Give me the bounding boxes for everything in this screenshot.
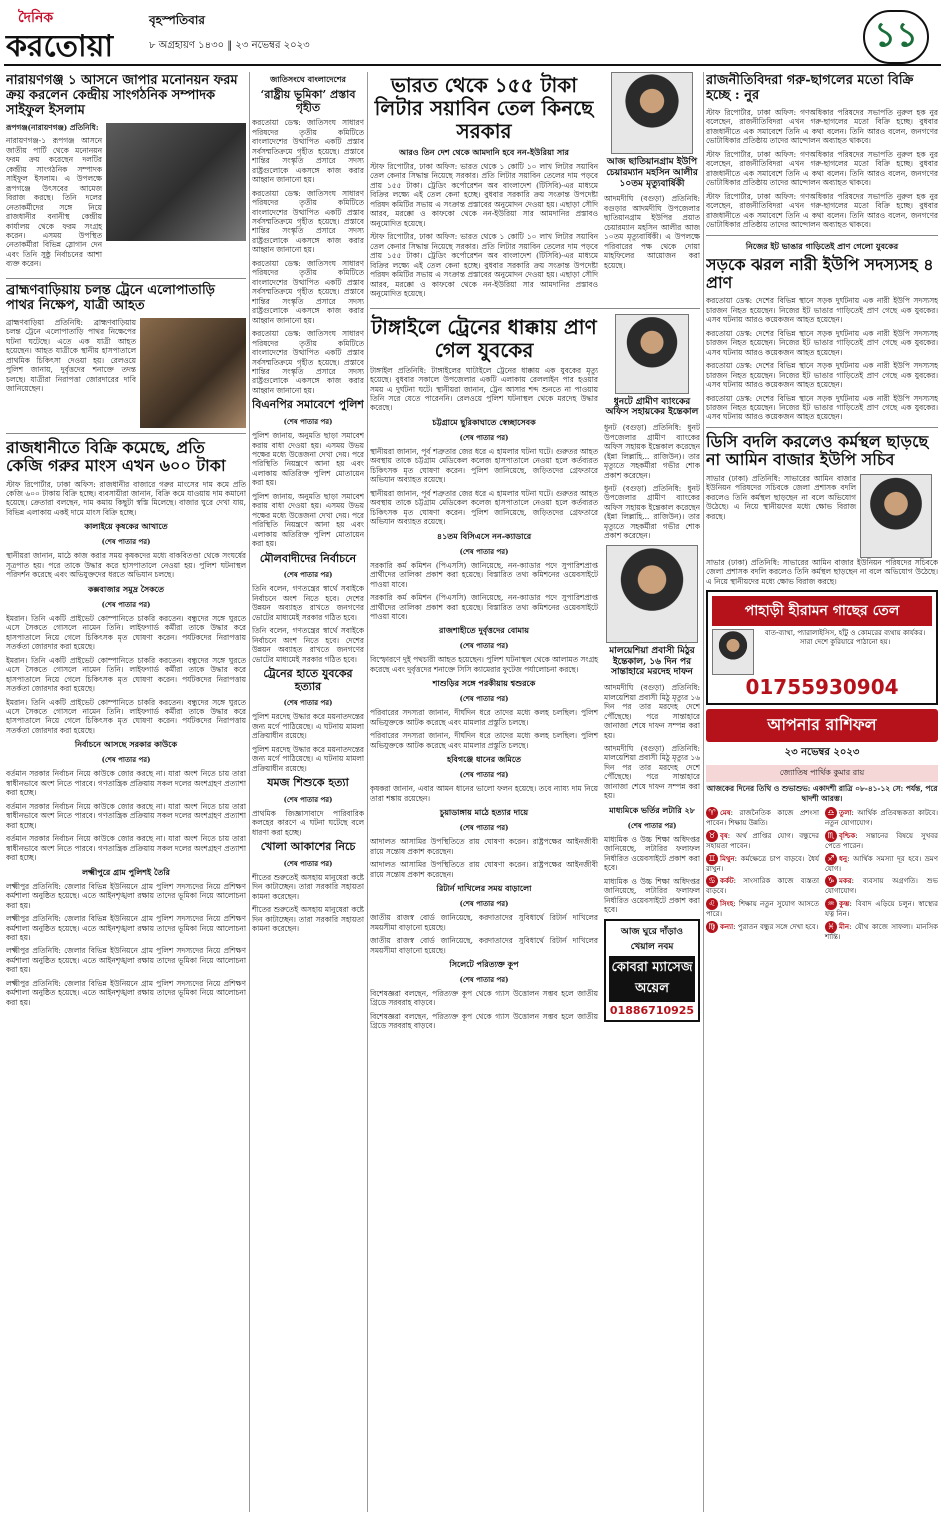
story-body: ইমরান। তিনি একটি প্রাইভেট কোম্পানিতে চাকরি করতেন। বন্ধুদের সঙ্গে ঘুরতে এসে সৈকতে গোসলে নামেন তিনি। লাইফগার্ড কর্মীরা তাকে উদ্ধার করে হাসপাতালে নিয়ে গেলে চিকিৎসক মৃত ঘোষণা করেন। পর্যটকদের নিরাপত্তায় সতর্কতা জোরদার করা হয়েছে। bbox=[6, 613, 246, 652]
column-divider bbox=[367, 72, 368, 1512]
kicker: নিজের ইট ভাঙার গাড়িতেই প্রাণ গেলো যুবকের bbox=[745, 240, 899, 251]
ad-phone[interactable]: 01755930904 bbox=[745, 675, 899, 700]
kicker: জাতিসংঘে বাংলাদেশের bbox=[270, 74, 346, 84]
horoscope-text: অর্থ প্রাপ্তির যোগ। বন্ধুদের সহায়তা পাবেন। bbox=[706, 831, 820, 850]
story-train-stone[interactable] bbox=[6, 284, 246, 428]
story-body: লক্ষ্মীপুর প্রতিনিধি: জেলার বিভিন্ন ইউনিয়নে গ্রাম পুলিশ সদস্যদের নিয়ে প্রশিক্ষণ কর্মশালা অনুষ্ঠিত হয়েছে। এতে আইনশৃঙ্খলা রক্ষায় তাদের ভূমিকা নিয়ে আলোচনা করা হয়। bbox=[6, 978, 246, 1007]
headline[interactable]: রাজশাহীতে দুর্বৃত্তদের বোমায় bbox=[439, 625, 529, 636]
zodiac-icon: ♒ bbox=[825, 898, 837, 910]
story-body: করতোয়া ডেস্ক: জাতিসংঘ সাধারণ পরিষদের তৃতীয় কমিটিতে বাংলাদেশের উত্থাপিত একটি প্রস্তাব সর্বসম্মতিক্রমে গৃহীত হয়েছে। প্রস্তাবে শান্তির সংস্কৃতি প্রসারে সদস্য রাষ্ট্রগুলোকে একসঙ্গে কাজ করার আহ্বান জানানো হয়। bbox=[252, 188, 364, 255]
story-body: সাভার (ঢাকা) প্রতিনিধি: সাভারের আমিন বাজার ইউনিয়ন পরিষদের সচিবকে জেলা প্রশাসক বদলি করলেও তিনি কর্মস্থল ছাড়ছেন না বলে অভিযোগ উঠেছে। এ নিয়ে স্থানীয়দের মধ্যে ক্ষোভ বিরাজ করছে। bbox=[706, 557, 938, 586]
continued-label: (শেষ পাতার পর) bbox=[459, 641, 509, 651]
divider bbox=[6, 433, 246, 434]
story-body: লক্ষ্মীপুর প্রতিনিধি: জেলার বিভিন্ন ইউনিয়নে গ্রাম পুলিশ সদস্যদের নিয়ে প্রশিক্ষণ কর্মশালা অনুষ্ঠিত হয়েছে। এতে আইনশৃঙ্খলা রক্ষায় তাদের ভূমিকা নিয়ে আলোচনা করা হয়। bbox=[6, 914, 246, 942]
story-body: আদমদীঘি (বগুড়া) প্রতিনিধি: মালয়েশিয়া প্রবাসী মিঠু মৃত্যুর ১৬ দিন পর তার মরদেহ দেশে পৌঁছেছে। পরে সান্তাহারে জানাজা শেষে দাফন সম্পন্ন করা হয়। bbox=[604, 683, 700, 740]
divider bbox=[706, 427, 938, 428]
story-nur[interactable] bbox=[706, 74, 938, 230]
news-photo bbox=[106, 123, 246, 241]
portrait-photo bbox=[606, 545, 698, 643]
zodiac-sign: মিথুন bbox=[720, 853, 735, 863]
story-soybean-oil[interactable] bbox=[370, 72, 598, 303]
story-body: সাভার (ঢাকা) প্রতিনিধি: সাভারের আমিন বাজার ইউনিয়ন পরিষদের সচিবকে জেলা প্রশাসক বদলি করলেও তিনি কর্মস্থল ছাড়ছেন না বলে অভিযোগ উঠেছে। এ নিয়ে স্থানীয়দের মধ্যে ক্ষোভ বিরাজ করছে। bbox=[706, 473, 856, 521]
headline[interactable]: চট্টগ্রামে ছুরিকাঘাতে স্বেচ্ছাসেবক bbox=[432, 416, 536, 427]
story-body: আদমদীঘি (বগুড়া) প্রতিনিধি: মালয়েশিয়া প্রবাসী মিঠু মৃত্যুর ১৬ দিন পর তার মরদেহ দেশে পৌঁছেছে। পরে সান্তাহারে জানাজা শেষে দাফন সম্পন্ন করা হয়। bbox=[604, 743, 700, 801]
headline[interactable]: ট্রেনের হাতে যুবকের হত্যার bbox=[263, 667, 353, 693]
story-kalai[interactable] bbox=[6, 521, 246, 579]
story-body: বিশেষজ্ঞরা বলছেন, পরিত্যক্ত কূপ থেকে গ্যাস উত্তোলন সম্ভব হলে জাতীয় গ্রিডে সরবরাহ বাড়বে। bbox=[370, 988, 598, 1008]
story-body: ধুনট (বগুড়া) প্রতিনিধি: ধুনট উপজেলার গ্রামীণ ব্যাংকের অফিস সহায়ক ইন্তেকাল করেছেন (ইন্না লিল্লাহি... রাজিউন)। তার মৃত্যুতে সহকর্মীরা গভীর শোক প্রকাশ করেছেন। bbox=[604, 483, 700, 541]
horoscope-grid bbox=[706, 807, 938, 942]
column-divider bbox=[249, 72, 250, 1512]
portrait-photo bbox=[615, 314, 689, 394]
headline[interactable]: কক্সবাজার সমুদ্র সৈকতে bbox=[87, 583, 165, 594]
story-body: কৃষকরা জানান, এবার আমন ধানের ভালো ফলন হয়েছে। তবে ন্যায্য দাম নিয়ে তারা শঙ্কায় রয়েছেন। bbox=[370, 784, 598, 803]
headline[interactable]: ‘রাষ্ট্রীয় ভূমিকা’ প্রস্তাব গৃহীত bbox=[260, 88, 356, 114]
horoscope-text: বিবাদ এড়িয়ে চলুন। স্বাস্থ্যের যত্ন নিন। bbox=[825, 900, 938, 919]
story-tangail-train[interactable] bbox=[370, 314, 598, 1035]
story-secondary-lottery[interactable] bbox=[604, 805, 700, 915]
story-open-sky[interactable] bbox=[252, 841, 364, 933]
story-body: তিনি বলেন, গণতন্ত্রের স্বার্থে সবাইকে নির্বাচনে অংশ নিতে হবে। দেশের উন্নয়ন অব্যাহত রাখতে জনগণের ভোটের মাধ্যমেই সরকার গঠিত হবে। bbox=[252, 584, 364, 622]
story-body: ব্রাহ্মণবাড়িয়া প্রতিনিধি: ব্রাহ্মণবাড়িয়ায় চলন্ত ট্রেনে এলোপাতাড়ি পাথর নিক্ষেপের ঘটনা ঘটেছে। এতে এক যাত্রী আহত হয়েছেন। আহত যাত্রীকে স্থানীয় হাসপাতালে প্রাথমিক চিকিৎসা দেওয়া হয়। রেলওয়ে পুলিশ জানায়, দুর্বৃত্তদের শনাক্তে তদন্ত চলছে। যাত্রীরা নিরাপত্তা জোরদারের দাবি জানিয়েছেন। bbox=[6, 317, 136, 393]
headline[interactable]: যমজ শিশুকে হত্যা bbox=[267, 776, 349, 790]
story-body: পুলিশ মরদেহ উদ্ধার করে ময়নাতদন্তের জন্য মর্গে পাঠিয়েছে। এ ঘটনায় মামলা প্রক্রিয়াধীন রয়েছে। bbox=[252, 712, 364, 741]
portrait-caption[interactable]: ধুনটে গ্রামীণ ব্যাংকের অফিস সহায়কের ইন্তেকাল bbox=[605, 396, 699, 418]
zodiac-sign: কুম্ভ bbox=[839, 899, 850, 909]
horoscope-intro: আজকের দিনের তিথি ও শুভাশুভ: একাদশী রাত্রি ০৮-৪১-১২ সে: পর্যন্ত, পরে দ্বাদশী আরম্ভ। bbox=[706, 784, 938, 803]
headline[interactable]: মাধ্যমিকে ভর্তির লটারি ২৮ bbox=[609, 804, 695, 815]
headline[interactable]: মৌলবাদীদের নির্বাচনে bbox=[259, 551, 357, 565]
zodiac-icon: ♈ bbox=[706, 807, 718, 819]
headline[interactable]: শাশুড়ির সঙ্গে পরকীয়ায় শ্বশুরকে bbox=[432, 678, 536, 689]
horoscope-text: যৌথ কাজে সাফল্য। মানসিক শান্তি। bbox=[825, 922, 938, 941]
zodiac-sign: সিংহ bbox=[720, 899, 734, 909]
story-beef-price[interactable] bbox=[6, 439, 246, 518]
continued-label: (শেষ পাতার পর) bbox=[283, 698, 333, 708]
zodiac-icon: ♏ bbox=[825, 830, 837, 842]
story-body: জাতীয় রাজস্ব বোর্ড জানিয়েছে, করদাতাদের সুবিধার্থে রিটার্ন দাখিলের সময়সীমা বাড়ানো হয়েছে। bbox=[370, 936, 598, 955]
story-body: জাতীয় রাজস্ব বোর্ড জানিয়েছে, করদাতাদের সুবিধার্থে রিটার্ন দাখিলের সময়সীমা বাড়ানো হয়েছে। bbox=[370, 913, 598, 932]
horoscope-entry: ♎ তুলা: আর্থিক প্রতিবন্ধকতা কাটবে। নতুন যোগাযোগ। bbox=[825, 808, 938, 828]
story-body: মাধ্যমিক ও উচ্চ শিক্ষা অধিদপ্তর জানিয়েছে, লটারির ফলাফল নির্ধারিত ওয়েবসাইটে প্রকাশ করা হবে। bbox=[604, 876, 700, 915]
continued-label: (শেষ পাতার পর) bbox=[459, 770, 509, 780]
story-body: স্টাফ রিপোর্টার, ঢাকা অফিস: ভারত থেকে ১ কোটি ১০ লাখ লিটার সয়াবিন তেল কেনার সিদ্ধান্ত নিয়েছে সরকার। প্রতি লিটার সয়াবিন তেলের দাম পড়বে প্রায় ১৫৫ টাকা। ট্রেডিং কর্পোরেশন অব বাংলাদেশ (টিসিবি)-এর মাধ্যমে বিক্রির লক্ষ্যে এই তেল কেনা হচ্ছে। বুধবার সরকারি ক্রয় সংক্রান্ত উপদেষ্টা পরিষদ কমিটির সভায় এ সংক্রান্ত প্রস্তাবের অনুমোদন দেওয়া হয়। এছাড়া সৌদি আরব, মরক্কো ও কাফকো থেকে নন-ইউরিয়া সার আমদানির প্রস্তাবও অনুমোদিত হয়েছে। bbox=[370, 232, 598, 299]
horoscope-title: আপনার রাশিফল bbox=[706, 709, 938, 742]
horoscope-text: আর্থিক সমস্যা দূর হবে। ভ্রমণ যোগ। bbox=[825, 854, 938, 873]
zodiac-icon: ♎ bbox=[825, 807, 837, 819]
headline[interactable]: চুয়াডাঙ্গায় মাঠে হত্যার দায়ে bbox=[439, 807, 529, 818]
header-divider bbox=[4, 64, 941, 66]
story-body: করতোয়া ডেস্ক: দেশের বিভিন্ন স্থানে সড়ক দুর্ঘটনায় এক নারী ইউপি সদস্যসহ চারজন নিহত হয়েছেন। নিজের ইট ভাঙার গাড়িতেই প্রাণ গেছে এক যুবকের। এসব ঘটনায় আরও কয়েকজন আহত হয়েছেন। bbox=[706, 393, 938, 422]
headline[interactable]: হবিগঞ্জে ধানের জমিতে bbox=[446, 754, 522, 765]
story-body: পুলিশ জানায়, অনুমতি ছাড়া সমাবেশ করায় বাধা দেওয়া হয়। এসময় উভয় পক্ষের মধ্যে উত্তেজনা দেখা দেয়। পরে পরিস্থিতি নিয়ন্ত্রণে আনা হয় এবং এলাকায় অতিরিক্ত পুলিশ মোতায়েন করা হয়। bbox=[252, 431, 364, 488]
portrait-photo bbox=[611, 72, 693, 154]
zodiac-icon: ♊ bbox=[706, 853, 718, 865]
horoscope-author: জ্যোতিষ পার্থিক কুমার রায় bbox=[706, 765, 938, 782]
page-number-badge: ১১ bbox=[863, 10, 929, 64]
continued-label: (শেষ পাতার পর) bbox=[101, 599, 151, 609]
story-body: লক্ষ্মীপুর প্রতিনিধি: জেলার বিভিন্ন ইউনিয়নে গ্রাম পুলিশ সদস্যদের নিয়ে প্রশিক্ষণ কর্মশালা অনুষ্ঠিত হয়েছে। এতে আইনশৃঙ্খলা রক্ষায় তাদের ভূমিকা নিয়ে আলোচনা করা হয়। bbox=[6, 881, 246, 910]
story-body: প্রাথমিক জিজ্ঞাসাবাদে পারিবারিক কলহের কারণে এ ঘটনা ঘটেছে বলে ধারণা করা হচ্ছে। bbox=[252, 808, 364, 837]
horoscope-text: সাংসারিক কাজে ব্যস্ততা বাড়বে। bbox=[706, 877, 819, 896]
story-lakshmipur[interactable] bbox=[6, 867, 246, 1008]
column-3 bbox=[370, 72, 700, 1512]
headline[interactable]: নারায়ণগঞ্জ ১ আসনে জাপার মনোনয়ন ফরম ক্রয় করলেন কেন্দ্রীয় সাংগঠনিক সম্পাদক সাইফুল ইসলাম bbox=[6, 73, 238, 118]
horoscope-entry: ♓ মীন: যৌথ কাজে সাফল্য। মানসিক শান্তি। bbox=[825, 921, 938, 941]
zodiac-sign: ধনু bbox=[839, 853, 848, 863]
continued-label: (শেষ পাতার পর) bbox=[283, 570, 333, 580]
story-body: ইমরান। তিনি একটি প্রাইভেট কোম্পানিতে চাকরি করতেন। বন্ধুদের সঙ্গে ঘুরতে এসে সৈকতে গোসলে নামেন তিনি। লাইফগার্ড কর্মীরা তাকে উদ্ধার করে হাসপাতালে নিয়ে গেলে চিকিৎসক মৃত ঘোষণা করেন। পর্যটকদের নিরাপত্তায় সতর্কতা জোরদার করা হয়েছে। bbox=[6, 697, 246, 735]
story-body: নারায়ণগঞ্জ-১ রূপগঞ্জ আসনে জাতীয় পার্টি থেকে মনোনয়ন ফরম ক্রয় করেছেন দলটির কেন্দ্রীয় সাংগঠনিক সম্পাদক সাইফুল ইসলাম। এ উপলক্ষে রূপগঞ্জে উৎসবের আমেজ বিরাজ করছে। তিনি দলের নেতাকর্মীদের সঙ্গে নিয়ে রাজধানীর বনানীস্থ কেন্দ্রীয় কার্যালয় থেকে ফরম সংগ্রহ করেন। এসময় উপস্থিত নেতাকর্মীরা বিভিন্ন স্লোগান দেন এবং তিনি সুষ্ঠু নির্বাচনের আশা ব্যক্ত করেন। bbox=[6, 136, 102, 269]
continued-label: (শেষ পাতার পর) bbox=[459, 694, 509, 704]
news-photo bbox=[140, 318, 246, 428]
story-body: পরিবারের সদস্যরা জানান, দীর্ঘদিন ধরে তাদের মধ্যে কলহ চলছিল। পুলিশ অভিযুক্তকে আটক করেছে এবং মামলার প্রস্তুতি চলছে। bbox=[370, 708, 598, 727]
story-body: সরকারি কর্ম কমিশন (পিএসসি) জানিয়েছে, নন-ক্যাডার পদে সুপারিশপ্রাপ্ত প্রার্থীদের তালিকা প্রকাশ করা হয়েছে। বিস্তারিত তথ্য কমিশনের ওয়েবসাইটে পাওয়া যাবে। bbox=[370, 560, 598, 589]
story-body: স্টাফ রিপোর্টার, ঢাকা অফিস: ভারত থেকে ১ কোটি ১০ লাখ লিটার সয়াবিন তেল কেনার সিদ্ধান্ত নিয়েছে সরকার। প্রতি লিটার সয়াবিন তেলের দাম পড়বে প্রায় ১৫৫ টাকা। ট্রেডিং কর্পোরেশন অব বাংলাদেশ (টিসিবি)-এর মাধ্যমে বিক্রির লক্ষ্যে এই তেল কেনা হচ্ছে। বুধবার সরকারি ক্রয় সংক্রান্ত উপদেষ্টা পরিষদ কমিটির সভায় এ সংক্রান্ত প্রস্তাবের অনুমোদন দেওয়া হয়। এছাড়া সৌদি আরব, মরক্কো ও কাফকো থেকে নন-ইউরিয়া সার আমদানির প্রস্তাবও অনুমোদিত হয়েছে। bbox=[370, 162, 598, 228]
zodiac-sign: বৃশ্চিক bbox=[839, 830, 856, 840]
newspaper-logo[interactable] bbox=[4, 4, 144, 66]
continued-label: (শেষ পাতার পর) bbox=[283, 858, 333, 868]
story-jp-nomination[interactable] bbox=[6, 74, 246, 273]
advertisement-hiraman-oil[interactable] bbox=[706, 590, 938, 705]
horoscope-text: পুরাতন বন্ধুর সঙ্গে দেখা হবে। bbox=[737, 922, 819, 931]
horoscope-entry: ♋ কর্কট: সাংসারিক কাজে ব্যস্ততা বাড়বে। bbox=[706, 876, 819, 896]
zodiac-sign: তুলা bbox=[839, 808, 852, 818]
story-body: বিশেষজ্ঞরা বলছেন, পরিত্যক্ত কূপ থেকে গ্যাস উত্তোলন সম্ভব হলে জাতীয় গ্রিডে সরবরাহ বাড়বে। bbox=[370, 1011, 598, 1031]
horoscope-text: আর্থিক প্রতিবন্ধকতা কাটবে। নতুন যোগাযোগ। bbox=[825, 809, 938, 828]
horoscope-entry: ♍ কন্যা: পুরাতন বন্ধুর সঙ্গে দেখা হবে। bbox=[706, 921, 819, 942]
continued-label: (শেষ পাতার পর) bbox=[283, 417, 333, 427]
horoscope-text: কর্মক্ষেত্রে চাপ বাড়বে। ধৈর্য রাখুন। bbox=[706, 854, 819, 873]
story-road-accident[interactable] bbox=[706, 241, 938, 422]
story-bnp-police[interactable] bbox=[252, 399, 364, 548]
headline[interactable]: নির্বাচনে আসছে সরকার কাউকে bbox=[74, 739, 178, 750]
horoscope-entry: ♈ মেষ: রাজনৈতিক কাজে প্রশংসা পাবেন। শিক্ষায় উন্নতি। bbox=[706, 808, 819, 828]
headline[interactable]: সড়কে ঝরল নারী ইউপি সদস্যসহ ৪ প্রাণ bbox=[706, 254, 934, 292]
horoscope-entry: ♏ বৃশ্চিক: সন্তানের বিষয়ে সুখবর পেতে পারেন। bbox=[825, 830, 938, 850]
column-4 bbox=[706, 72, 938, 1512]
story-body: বিস্ফোরণে দুই পথচারী আহত হয়েছেন। পুলিশ ঘটনাস্থল থেকে আলামত সংগ্রহ করেছে এবং দুর্বৃত্তদের শনাক্তে সিসি ক্যামেরার ফুটেজ পর্যালোচনা করছে। bbox=[370, 655, 598, 674]
dateline: রূপগঞ্জ(নারায়ণগঞ্জ) প্রতিনিধি: bbox=[6, 122, 99, 132]
zodiac-sign: মকর bbox=[839, 876, 852, 886]
story-body: বর্তমান সরকার নির্বাচন নিয়ে কাউকে জোর করছে না। যারা অংশ নিতে চায় তারা স্বাধীনভাবে অংশ নিতে পারবে। গণতান্ত্রিক প্রক্রিয়ায় সকল দলের অংশগ্রহণ প্রত্যাশা করা হচ্ছে। bbox=[6, 801, 246, 830]
horoscope-entry: ♐ ধনু: আর্থিক সমস্যা দূর হবে। ভ্রমণ যোগ। bbox=[825, 853, 938, 873]
story-twins[interactable] bbox=[252, 777, 364, 837]
headline[interactable]: ৪১তম বিসিএসে নন-ক্যাডারে bbox=[436, 530, 532, 541]
zodiac-sign: কন্যা bbox=[720, 921, 734, 931]
column-divider bbox=[703, 72, 704, 1512]
story-body: করতোয়া ডেস্ক: জাতিসংঘ সাধারণ পরিষদের তৃতীয় কমিটিতে বাংলাদেশের উত্থাপিত একটি প্রস্তাব সর্বসম্মতিক্রমে গৃহীত হয়েছে। প্রস্তাবে শান্তির সংস্কৃতি প্রসারে সদস্য রাষ্ট্রগুলোকে একসঙ্গে কাজ করার আহ্বান জানানো হয়। bbox=[252, 329, 364, 395]
continued-label: (শেষ পাতার পর) bbox=[459, 899, 509, 909]
continued-label: (শেষ পাতার পর) bbox=[459, 432, 509, 442]
story-body: আদমদীঘি (বগুড়া) প্রতিনিধি: বগুড়ার আদমদীঘি উপজেলার ছাতিয়ানগ্রাম ইউপির প্রয়াত চেয়ারম্যান মহসিন আলীর আজ ১০তম মৃত্যুবার্ষিকী। এ উপলক্ষে পরিবারের পক্ষ থেকে দোয়া মাহফিলের আয়োজন করা হয়েছে। bbox=[604, 194, 700, 270]
story-body: তিনি বলেন, গণতন্ত্রের স্বার্থে সবাইকে নির্বাচনে অংশ নিতে হবে। দেশের উন্নয়ন অব্যাহত রাখতে জনগণের ভোটের মাধ্যমেই সরকার গঠিত হবে। bbox=[252, 626, 364, 664]
divider bbox=[370, 308, 700, 309]
story-body: মাধ্যমিক ও উচ্চ শিক্ষা অধিদপ্তর জানিয়েছে, লটারির ফলাফল নির্ধারিত ওয়েবসাইটে প্রকাশ করা হবে। bbox=[604, 834, 700, 873]
portrait-caption[interactable]: আজ ছাতিয়ানগ্রাম ইউপি চেয়ারম্যান মহসিন আলীর ১০তম মৃত্যুবার্ষিকী bbox=[606, 157, 698, 189]
story-body: ধুনট (বগুড়া) প্রতিনিধি: ধুনট উপজেলার গ্রামীণ ব্যাংকের অফিস সহায়ক ইন্তেকাল করেছেন (ইন্না লিল্লাহি... রাজিউন)। তার মৃত্যুতে সহকর্মীরা গভীর শোক প্রকাশ করেছেন। bbox=[604, 423, 700, 480]
headline[interactable]: টাঙ্গাইলে ট্রেনের ধাক্কায় প্রাণ গেল যুবকের bbox=[371, 314, 597, 362]
headline[interactable]: রিটার্ন দাখিলের সময় বাড়ালো bbox=[436, 883, 532, 894]
ad-text: বাত-ব্যাথা, প্যারালাইসিস, হাঁটু ও কোমরের ব্যথায় কার্যকর। সারা দেশে কুরিয়ারে পাঠানো হয়। bbox=[764, 629, 926, 646]
headline[interactable]: রাজধানীতে বিক্রি কমেছে, প্রতি কেজি গরুর মাংস এখন ৬০০ টাকা bbox=[6, 437, 226, 476]
story-body: করতোয়া ডেস্ক: জাতিসংঘ সাধারণ পরিষদের তৃতীয় কমিটিতে বাংলাদেশের উত্থাপিত একটি প্রস্তাব সর্বসম্মতিক্রমে গৃহীত হয়েছে। প্রস্তাবে শান্তির সংস্কৃতি প্রসারে সদস্য রাষ্ট্রগুলোকে একসঙ্গে কাজ করার আহ্বান জানানো হয়। bbox=[252, 258, 364, 325]
story-body: স্টাফ রিপোর্টার, ঢাকা অফিস: গণঅধিকার পরিষদের সভাপতি নুরুল হক নুর বলেছেন, রাজনীতিবিদরা এখন গরু-ছাগলের মতো বিক্রি হচ্ছে। বুধবার রাজধানীতে এক সমাবেশে তিনি এ কথা বলেন। তিনি আরও বলেন, জনগণের ভোটাধিকার প্রতিষ্ঠায় তাদের আন্দোলন অব্যাহত থাকবে। bbox=[706, 149, 938, 188]
ad-title: পাহাড়ী হীরামন গাছের তেল bbox=[712, 596, 932, 626]
story-body: স্টাফ রিপোর্টার, ঢাকা অফিস: গণঅধিকার পরিষদের সভাপতি নুরুল হক নুর বলেছেন, রাজনীতিবিদরা এখন গরু-ছাগলের মতো বিক্রি হচ্ছে। বুধবার রাজধানীতে এক সমাবেশে তিনি এ কথা বলেন। তিনি আরও বলেন, জনগণের ভোটাধিকার প্রতিষ্ঠায় তাদের আন্দোলন অব্যাহত থাকবে। bbox=[706, 107, 938, 146]
story-un-resolution[interactable] bbox=[252, 74, 364, 395]
story-body: লক্ষ্মীপুর প্রতিনিধি: জেলার বিভিন্ন ইউনিয়নে গ্রাম পুলিশ সদস্যদের নিয়ে প্রশিক্ষণ কর্মশালা অনুষ্ঠিত হয়েছে। এতে আইনশৃঙ্খলা রক্ষায় তাদের ভূমিকা নিয়ে আলোচনা করা হয়। bbox=[6, 946, 246, 975]
story-body: শীতের শুরুতেই অসহায় মানুষেরা কষ্টে দিন কাটাচ্ছেন। তারা সরকারি সহায়তা কামনা করেছেন। bbox=[252, 872, 364, 901]
story-coxsbazar[interactable] bbox=[6, 584, 246, 736]
ad-title: কোবরা ম্যাসেজ অয়েল bbox=[609, 956, 695, 1002]
advertisement-cobra-oil[interactable] bbox=[604, 919, 700, 1022]
column-1 bbox=[6, 72, 246, 1512]
lead-subheadline: আরও তিন দেশ থেকে আমদানি হবে নন-ইউরিয়া সার bbox=[399, 147, 569, 157]
horoscope-text: ব্যবসায় অগ্রগতি। শুভ যোগাযোগ। bbox=[825, 877, 938, 896]
story-body: শীতের শুরুতেই অসহায় মানুষেরা কষ্টে দিন কাটাচ্ছেন। তারা সরকারি সহায়তা কামনা করেছেন। bbox=[252, 905, 364, 934]
story-body: পুলিশ জানায়, অনুমতি ছাড়া সমাবেশ করায় বাধা দেওয়া হয়। এসময় উভয় পক্ষের মধ্যে উত্তেজনা দেখা দেয়। পরে পরিস্থিতি নিয়ন্ত্রণে আনা হয় এবং এলাকায় অতিরিক্ত পুলিশ মোতায়েন করা হয়। bbox=[252, 491, 364, 549]
logo-main-text: করতোয়া bbox=[6, 29, 114, 64]
story-body: পুলিশ মরদেহ উদ্ধার করে ময়নাতদন্তের জন্য মর্গে পাঠিয়েছে। এ ঘটনায় মামলা প্রক্রিয়াধীন রয়েছে। bbox=[252, 744, 364, 773]
horoscope-entry: ♑ মকর: ব্যবসায় অগ্রগতি। শুভ যোগাযোগ। bbox=[825, 876, 938, 896]
horoscope-date: ২৩ নভেম্বর ২০২৩ bbox=[784, 747, 860, 759]
zodiac-icon: ♐ bbox=[825, 853, 837, 865]
zodiac-icon: ♌ bbox=[706, 898, 718, 910]
continued-label: (শেষ পাতার পর) bbox=[283, 794, 333, 804]
portrait-caption[interactable]: মালয়েশিয়া প্রবাসী মিঠুর ইন্তেকাল, ১৬ দিন পর সান্তাহারে মরদেহ দাফন bbox=[609, 645, 695, 678]
headline[interactable]: রাজনীতিবিদরা গরু-ছাগলের মতো বিক্রি হচ্ছে : নুর bbox=[706, 73, 914, 103]
continued-label: (শেষ পাতার পর) bbox=[459, 546, 509, 556]
continued-label: (শেষ পাতার পর) bbox=[627, 820, 677, 830]
story-fundamentalists[interactable] bbox=[252, 553, 364, 664]
story-body: করতোয়া ডেস্ক: জাতিসংঘ সাধারণ পরিষদের তৃতীয় কমিটিতে বাংলাদেশের উত্থাপিত একটি প্রস্তাব সর্বসম্মতিক্রমে গৃহীত হয়েছে। প্রস্তাবে শান্তির সংস্কৃতি প্রসারে সদস্য রাষ্ট্রগুলোকে একসঙ্গে কাজ করার আহ্বান জানানো হয়। bbox=[252, 118, 364, 185]
column-2 bbox=[252, 72, 364, 1512]
story-body: বর্তমান সরকার নির্বাচন নিয়ে কাউকে জোর করছে না। যারা অংশ নিতে চায় তারা স্বাধীনভাবে অংশ নিতে পারবে। গণতান্ত্রিক প্রক্রিয়ায় সকল দলের অংশগ্রহণ প্রত্যাশা করা হচ্ছে। bbox=[6, 834, 246, 863]
story-body: স্থানীয়রা জানান, মাঠে কাজ করার সময় কৃষকদের মধ্যে বাকবিতণ্ডা থেকে সংঘর্ষের সূত্রপাত হয়। পরে তাকে উদ্ধার করে হাসপাতালে নেওয়া হয়। পুলিশ ঘটনাস্থল পরিদর্শন করেছে এবং অভিযুক্তদের ধরতে অভিযান চলছে। bbox=[6, 551, 246, 580]
horoscope-entry: ♊ মিথুন: কর্মক্ষেত্রে চাপ বাড়বে। ধৈর্য রাখুন। bbox=[706, 853, 819, 873]
divider bbox=[706, 235, 938, 236]
story-body: স্থানীয়রা জানান, পূর্ব শত্রুতার জের ধরে এ হামলার ঘটনা ঘটে। গুরুতর আহত অবস্থায় তাকে চট্টগ্রাম মেডিকেল কলেজ হাসপাতালে নেওয়া হলে কর্তব্যরত চিকিৎসক মৃত ঘোষণা করেন। পুলিশ জানিয়েছে, জড়িতদের গ্রেফতারে অভিযান অব্যাহত রয়েছে। bbox=[370, 446, 598, 485]
zodiac-icon: ♉ bbox=[706, 830, 718, 842]
horoscope-entry: ♉ বৃষ: অর্থ প্রাপ্তির যোগ। বন্ধুদের সহায়তা পাবেন। bbox=[706, 830, 820, 850]
zodiac-icon: ♓ bbox=[825, 921, 837, 933]
headline[interactable]: ডিসি বদলি করলেও কর্মস্থল ছাড়ছে না আমিন বাজার ইউপি সচিব bbox=[706, 431, 929, 470]
ad-phone[interactable]: 01886710925 bbox=[609, 1003, 695, 1017]
headline[interactable]: লক্ষ্মীপুরে গ্রাম পুলিশই তৈরি bbox=[82, 866, 170, 877]
story-body: করতোয়া ডেস্ক: দেশের বিভিন্ন স্থানে সড়ক দুর্ঘটনায় এক নারী ইউপি সদস্যসহ চারজন নিহত হয়েছেন। নিজের ইট ভাঙার গাড়িতেই প্রাণ গেছে এক যুবকের। এসব ঘটনায় আরও কয়েকজন আহত হয়েছেন। bbox=[706, 296, 938, 325]
header-date: ৮ অগ্রহায়ণ ১৪৩০ ‖ ২৩ নভেম্বর ২০২৩ bbox=[149, 40, 310, 51]
obituary-dhunat[interactable] bbox=[604, 314, 700, 541]
story-body: আদালত আসামির উপস্থিতিতে রায় ঘোষণা করেন। রাষ্ট্রপক্ষের আইনজীবী রায়ে সন্তোষ প্রকাশ করেছেন। bbox=[370, 837, 598, 856]
zodiac-sign: মেষ bbox=[720, 808, 731, 818]
story-body: সরকারি কর্ম কমিশন (পিএসসি) জানিয়েছে, নন-ক্যাডার পদে সুপারিশপ্রাপ্ত প্রার্থীদের তালিকা প্রকাশ করা হয়েছে। বিস্তারিত তথ্য কমিশনের ওয়েবসাইটে পাওয়া যাবে। bbox=[370, 593, 598, 621]
logo-small-text: দৈনিক bbox=[18, 10, 54, 26]
horoscope-section bbox=[706, 709, 938, 941]
story-up-secretary[interactable] bbox=[706, 433, 938, 586]
story-body: পরিবারের সদস্যরা জানান, দীর্ঘদিন ধরে তাদের মধ্যে কলহ চলছিল। পুলিশ অভিযুক্তকে আটক করেছে এবং মামলার প্রস্তুতি চলছে। bbox=[370, 731, 598, 750]
story-election[interactable] bbox=[6, 739, 246, 862]
lead-headline[interactable]: ভারত থেকে ১৫৫ টাকা লিটার সয়াবিন তেল কিনছে সরকার bbox=[374, 73, 594, 143]
story-train-murder[interactable] bbox=[252, 668, 364, 773]
story-body: বর্তমান সরকার নির্বাচন নিয়ে কাউকে জোর করছে না। যারা অংশ নিতে চায় তারা স্বাধীনভাবে অংশ নিতে পারবে। গণতান্ত্রিক প্রক্রিয়ায় সকল দলের অংশগ্রহণ প্রত্যাশা করা হচ্ছে। bbox=[6, 769, 246, 798]
headline[interactable]: বিএনপির সমাবেশে পুলিশ bbox=[252, 398, 364, 412]
obituary-mohsin[interactable] bbox=[604, 72, 700, 303]
obituary-mithu[interactable] bbox=[604, 545, 700, 801]
zodiac-sign: কর্কট bbox=[720, 876, 734, 886]
zodiac-sign: বৃষ bbox=[720, 830, 728, 840]
story-body: করতোয়া ডেস্ক: দেশের বিভিন্ন স্থানে সড়ক দুর্ঘটনায় এক নারী ইউপি সদস্যসহ চারজন নিহত হয়েছেন। নিজের ইট ভাঙার গাড়িতেই প্রাণ গেছে এক যুবকের। এসব ঘটনায় আরও কয়েকজন আহত হয়েছেন। bbox=[706, 328, 938, 357]
ad-tagline: আজ ঘুরে দাঁড়াও খেয়াল নবম bbox=[621, 926, 683, 952]
headline[interactable]: ব্রাহ্মণবাড়িয়ায় চলন্ত ট্রেনে এলোপাতাড়ি পাথর নিক্ষেপ, যাত্রী আহত bbox=[6, 282, 215, 313]
page-header bbox=[4, 4, 941, 66]
horoscope-entry: ♌ সিংহ: শিক্ষায় নতুন সুযোগ আসতে পারে। bbox=[706, 899, 819, 919]
zodiac-icon: ♋ bbox=[706, 875, 718, 887]
story-body: টাঙ্গাইল প্রতিনিধি: টাঙ্গাইলের ঘাটাইলে ট্রেনের ধাক্কায় এক যুবকের মৃত্যু হয়েছে। বুধবার সকালে উপজেলার একটি এলাকায় রেললাইন পার হওয়ার সময় এ দুর্ঘটনা ঘটে। স্থানীয়রা জানান, ট্রেন আসার শব্দ শুনতে না পাওয়ায় তিনি সরে যেতে পারেননি। রেলওয়ে পুলিশ ঘটনাস্থল থেকে মরদেহ উদ্ধার করেছে। bbox=[370, 365, 598, 413]
story-body: করতোয়া ডেস্ক: দেশের বিভিন্ন স্থানে সড়ক দুর্ঘটনায় এক নারী ইউপি সদস্যসহ চারজন নিহত হয়েছেন। নিজের ইট ভাঙার গাড়িতেই প্রাণ গেছে এক যুবকের। এসব ঘটনায় আরও কয়েকজন আহত হয়েছেন। bbox=[706, 361, 938, 390]
story-body: আদালত আসামির উপস্থিতিতে রায় ঘোষণা করেন। রাষ্ট্রপক্ষের আইনজীবী রায়ে সন্তোষ প্রকাশ করেছেন। bbox=[370, 860, 598, 879]
horoscope-text: শিক্ষায় নতুন সুযোগ আসতে পারে। bbox=[706, 900, 819, 919]
zodiac-sign: মীন bbox=[839, 921, 850, 931]
divider bbox=[6, 278, 246, 279]
horoscope-text: সন্তানের বিষয়ে সুখবর পেতে পারেন। bbox=[825, 831, 938, 850]
header-day: বৃহস্পতিবার bbox=[149, 13, 205, 27]
horoscope-text: রাজনৈতিক কাজে প্রশংসা পাবেন। শিক্ষায় উন্নতি। bbox=[706, 809, 819, 828]
story-body: ইমরান। তিনি একটি প্রাইভেট কোম্পানিতে চাকরি করতেন। বন্ধুদের সঙ্গে ঘুরতে এসে সৈকতে গোসলে নামেন তিনি। লাইফগার্ড কর্মীরা তাকে উদ্ধার করে হাসপাতালে নিয়ে গেলে চিকিৎসক মৃত ঘোষণা করেন। পর্যটকদের নিরাপত্তায় সতর্কতা জোরদার করা হয়েছে। bbox=[6, 655, 246, 694]
continued-label: (শেষ পাতার পর) bbox=[459, 974, 509, 984]
headline[interactable]: সিলেটে পরিত্যক্ত কূপ bbox=[449, 958, 519, 969]
headline[interactable]: খোলা আকাশের নিচে bbox=[260, 840, 356, 854]
story-body: স্টাফ রিপোর্টার, ঢাকা অফিস: গণঅধিকার পরিষদের সভাপতি নুরুল হক নুর বলেছেন, রাজনীতিবিদরা এখন গরু-ছাগলের মতো বিক্রি হচ্ছে। বুধবার রাজধানীতে এক সমাবেশে তিনি এ কথা বলেন। তিনি আরও বলেন, জনগণের ভোটাধিকার প্রতিষ্ঠায় তাদের আন্দোলন অব্যাহত থাকবে। bbox=[706, 191, 938, 230]
continued-label: (শেষ পাতার পর) bbox=[101, 537, 151, 547]
story-body: স্টাফ রিপোর্টার, ঢাকা অফিস: রাজধানীর বাজারে গরুর মাংসের দাম কমে প্রতি কেজি ৬০০ টাকায় বিক্রি হচ্ছে। ব্যবসায়ীরা জানান, বিক্রি কমে যাওয়ায় দাম কমানো হয়েছে। ক্রেতারা বলছেন, দাম কমায় কিছুটা স্বস্তি মিলেছে। বাজার ঘুরে দেখা যায়, বিভিন্ন এলাকায় একই দামে মাংস বিক্রি হচ্ছে। bbox=[6, 479, 246, 517]
zodiac-icon: ♑ bbox=[825, 875, 837, 887]
ad-photo bbox=[712, 629, 754, 675]
portrait-photo bbox=[860, 474, 932, 558]
continued-label: (শেষ পাতার পর) bbox=[459, 823, 509, 833]
story-body: স্থানীয়রা জানান, পূর্ব শত্রুতার জের ধরে এ হামলার ঘটনা ঘটে। গুরুতর আহত অবস্থায় তাকে চট্টগ্রাম মেডিকেল কলেজ হাসপাতালে নেওয়া হলে কর্তব্যরত চিকিৎসক মৃত ঘোষণা করেন। পুলিশ জানিয়েছে, জড়িতদের গ্রেফতারে অভিযান অব্যাহত রয়েছে। bbox=[370, 488, 598, 527]
horoscope-entry: ♒ কুম্ভ: বিবাদ এড়িয়ে চলুন। স্বাস্থ্যের যত্ন নিন। bbox=[825, 899, 938, 919]
zodiac-icon: ♍ bbox=[706, 921, 718, 933]
continued-label: (শেষ পাতার পর) bbox=[101, 755, 151, 765]
headline[interactable]: কালাইয়ে কৃষকের আখাতে bbox=[84, 521, 168, 532]
